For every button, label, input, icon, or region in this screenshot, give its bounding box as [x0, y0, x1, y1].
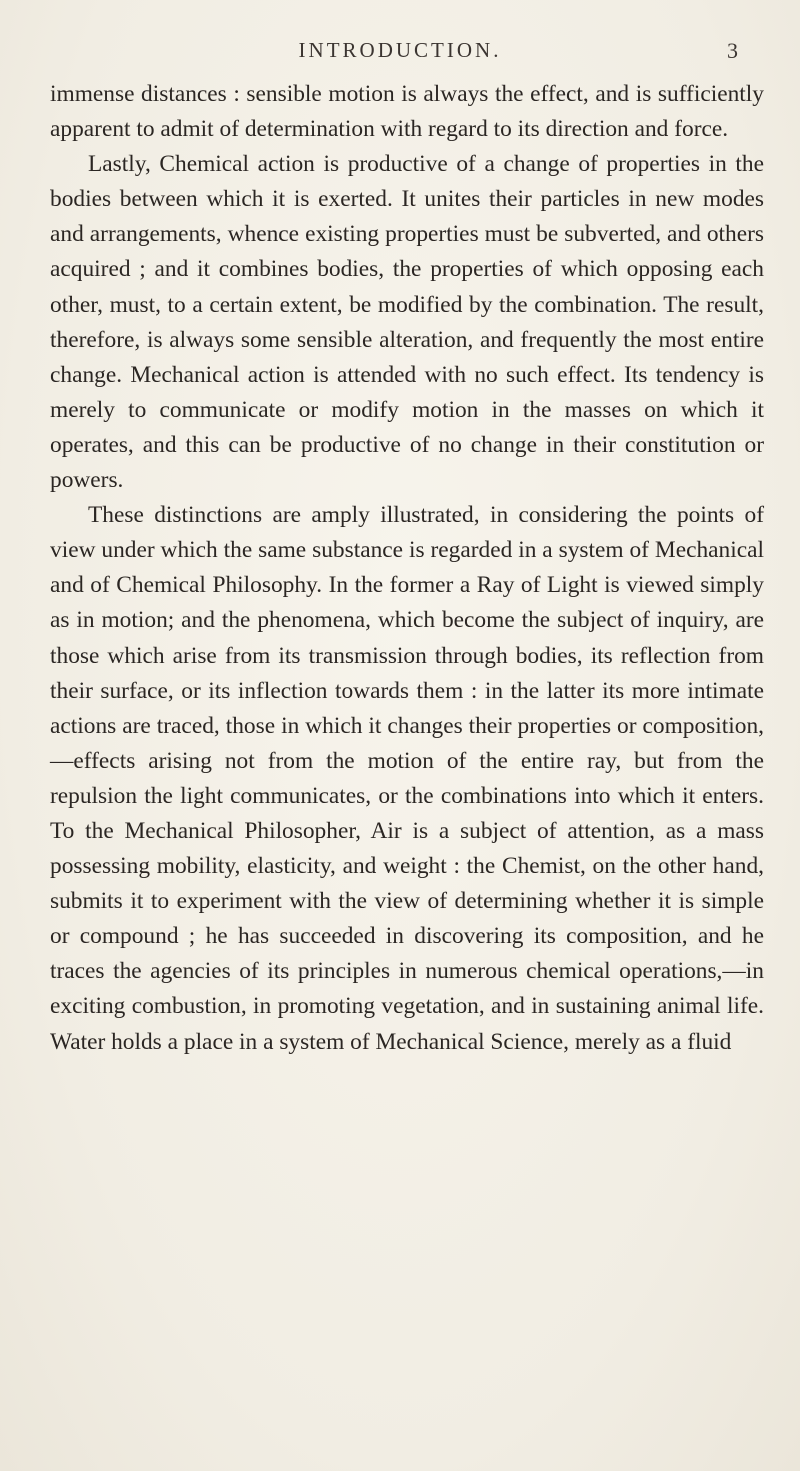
paragraph-chemical-action: Lastly, Chemical action is productive of a change of properties in the bodies between which it is exerted. It unites their particles in new modes and arrangements, whence existing properties must be subverted, and others acquired ; and it combines bodies, the properties of which opposing each other, must, to a certain extent, be modified by the combination. The result, therefore, is always some sensible alteration, and frequently the most entire change. Mechanical action is attended with no such effect. Its tendency is merely to communicate or modify motion in the masses on which it operates, and this can be productive of no change in their constitution or powers. [50, 151, 764, 494]
body-text [50, 77, 764, 1060]
paragraph-distinctions: These distinctions are amply illustrated, in considering the points of view under which the same substance is regarded in a system of Mechanical and of Chemical Philosophy. In the former a Ray of Light is viewed simply as in motion; and the phenomena, which become the subject of inquiry, are those which arise from its transmission through bodies, its reflection from their surface, or its inflection towards them : in the latter its more intimate actions are traced, those in which it changes their properties or composition,—effects arising not from the motion of the entire ray, but from the repulsion the light communicates, or the combinations into which it enters. To the Mechanical Philosopher, Air is a subject of attention, as a mass possessing mobility, elasticity, and weight : the Chemist, on the other hand, submits it to experiment with the view of determining whether it is simple or compound ; he has succeeded in discovering its composition, and he traces the agencies of its principles in numerous chemical operations,—in exciting combustion, in promoting vegetation, and in sustaining animal life. Water holds a place in a system of Mechanical Science, merely as a fluid [50, 502, 764, 1055]
paragraph-continuation: immense distances : sensible motion is always the effect, and is sufficiently apparent to admit of determination with regard to its direction and force. [50, 81, 764, 143]
running-head-title: INTRODUCTION. [298, 38, 502, 62]
running-head [0, 38, 800, 72]
page-number: 3 [727, 38, 738, 63]
